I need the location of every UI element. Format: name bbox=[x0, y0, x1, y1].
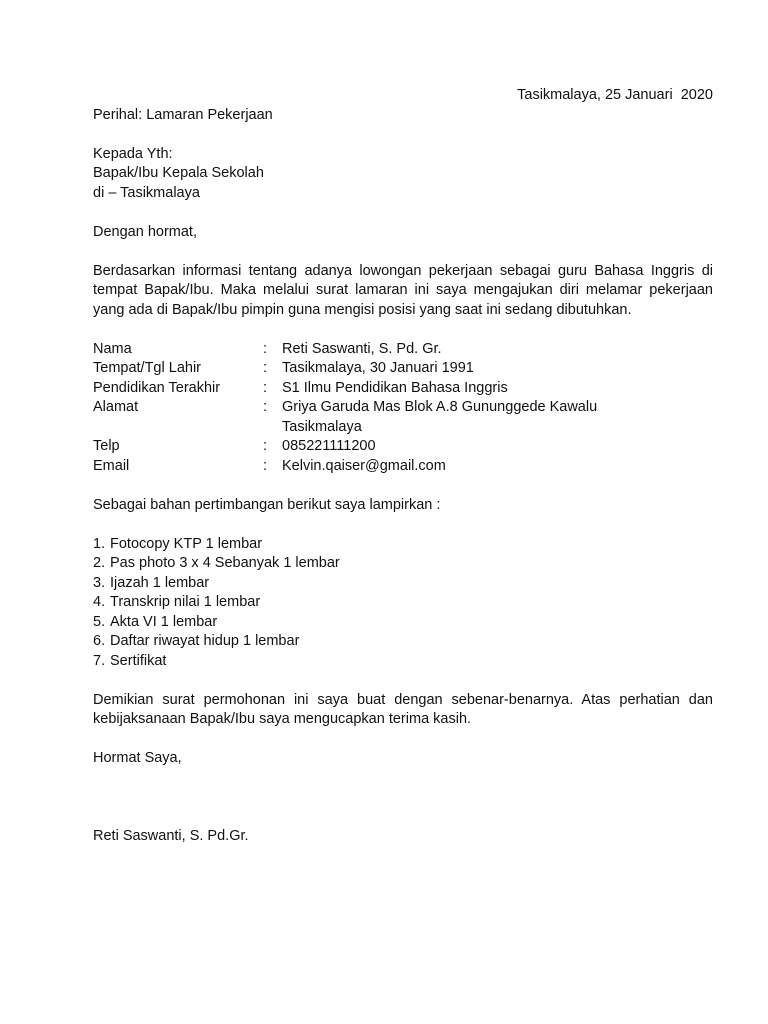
list-number: 1. bbox=[93, 535, 106, 552]
attachments-list bbox=[93, 535, 713, 672]
list-item bbox=[93, 554, 713, 574]
attachments-intro: Sebagai bahan pertimbangan berikut saya lampirkan : bbox=[93, 496, 441, 513]
greeting: Dengan hormat, bbox=[93, 223, 197, 240]
list-item bbox=[93, 593, 713, 613]
closing-paragraph: Demikian surat permohonan ini saya buat dengan sebenar-benarnya. Atas perhatian dan kebijaksanaan Bapak/Ibu saya mengucapkan terima kasih. bbox=[93, 691, 713, 727]
detail-separator: : bbox=[263, 457, 268, 474]
detail-label: Email bbox=[93, 457, 130, 474]
list-item bbox=[93, 613, 713, 633]
list-number: 4. bbox=[93, 594, 106, 610]
detail-separator: : bbox=[263, 399, 268, 415]
detail-row-birth bbox=[93, 359, 713, 379]
recipient-line-2: Bapak/Ibu Kepala Sekolah bbox=[93, 165, 264, 181]
detail-row-email bbox=[93, 457, 713, 477]
detail-separator: : bbox=[263, 340, 268, 357]
opening-paragraph: Berdasarkan informasi tentang adanya lowongan pekerjaan sebagai guru Bahasa Inggris di tempat Bapak/Ibu. Maka melalui surat lamaran ini saya mengajukan diri melamar pekerjaan yang ada di Bapak/Ibu pimpin guna mengisi posisi yang saat ini sedang dibutuhkan. bbox=[93, 262, 713, 318]
detail-value: Tasikmalaya, 30 Januari 1991 bbox=[282, 360, 474, 376]
detail-label: Telp bbox=[93, 438, 120, 454]
detail-row-address bbox=[93, 398, 713, 437]
list-text: Ijazah 1 lembar bbox=[110, 574, 210, 591]
detail-label: Pendidikan Terakhir bbox=[93, 379, 221, 396]
closing-salutation: Hormat Saya, bbox=[93, 750, 182, 766]
list-text: Transkrip nilai 1 lembar bbox=[110, 594, 261, 610]
detail-label: Alamat bbox=[93, 399, 139, 415]
detail-label: Tempat/Tgl Lahir bbox=[93, 360, 201, 376]
list-number: 5. bbox=[93, 613, 106, 630]
detail-value: Reti Saswanti, S. Pd. Gr. bbox=[282, 340, 442, 357]
detail-separator: : bbox=[263, 379, 268, 396]
list-number: 7. bbox=[93, 652, 106, 669]
letter-date: Tasikmalaya, 25 Januari 2020 bbox=[517, 87, 713, 103]
application-letter bbox=[93, 86, 713, 846]
detail-row-education bbox=[93, 379, 713, 399]
signature-name: Reti Saswanti, S. Pd.Gr. bbox=[93, 827, 249, 844]
detail-separator: : bbox=[263, 438, 268, 454]
recipient-line-1: Kepada Yth: bbox=[93, 145, 173, 162]
detail-value: 085221111200 bbox=[282, 438, 376, 454]
detail-row-phone bbox=[93, 437, 713, 457]
detail-row-name bbox=[93, 340, 713, 360]
list-item bbox=[93, 632, 713, 652]
list-number: 2. bbox=[93, 555, 106, 571]
recipient-block bbox=[93, 145, 713, 204]
detail-value: Kelvin.qaiser@gmail.com bbox=[282, 457, 446, 474]
list-text: Pas photo 3 x 4 Sebanyak 1 lembar bbox=[110, 555, 340, 571]
list-number: 6. bbox=[93, 633, 106, 649]
applicant-details bbox=[93, 340, 713, 477]
detail-value: Griya Garuda Mas Blok A.8 Gununggede Kawalu Tasikmalaya bbox=[282, 399, 598, 435]
detail-label: Nama bbox=[93, 340, 132, 357]
list-text: Daftar riwayat hidup 1 lembar bbox=[110, 633, 300, 649]
list-item bbox=[93, 574, 713, 594]
detail-value: S1 Ilmu Pendidikan Bahasa Inggris bbox=[282, 379, 508, 396]
list-text: Sertifikat bbox=[110, 652, 167, 669]
list-number: 3. bbox=[93, 574, 106, 591]
list-item bbox=[93, 652, 713, 672]
list-text: Fotocopy KTP 1 lembar bbox=[110, 535, 263, 552]
list-item bbox=[93, 535, 713, 555]
detail-separator: : bbox=[263, 360, 268, 376]
letter-subject: Perihal: Lamaran Pekerjaan bbox=[93, 106, 273, 123]
list-text: Akta VI 1 lembar bbox=[110, 613, 218, 630]
recipient-line-3: di – Tasikmalaya bbox=[93, 184, 200, 201]
